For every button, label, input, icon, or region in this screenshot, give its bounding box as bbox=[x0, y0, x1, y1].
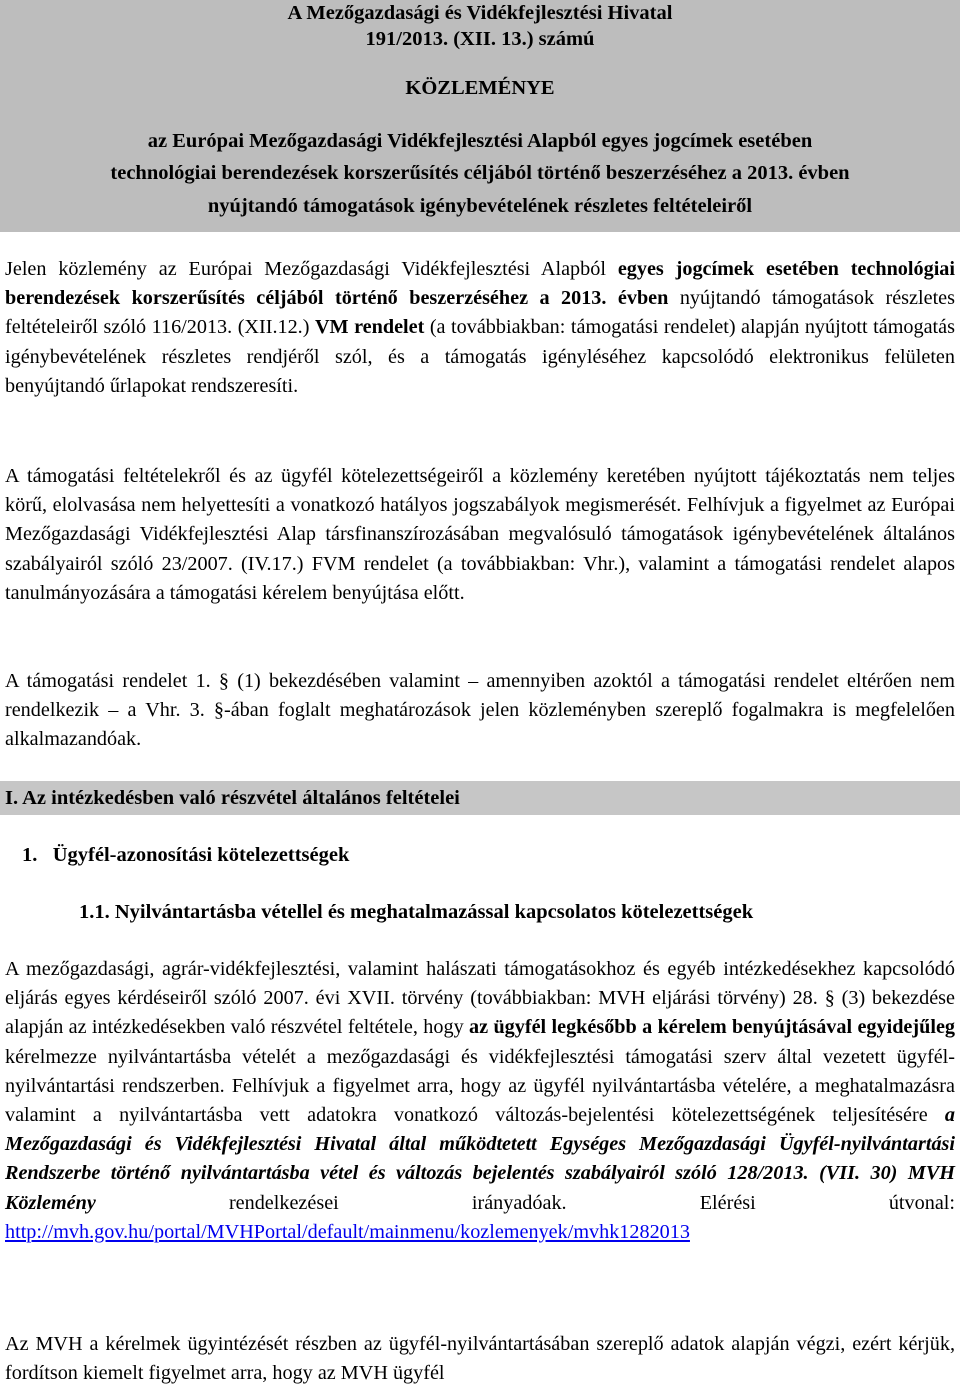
heading-1-1: 1.1. Nyilvántartásba vétellel és meghatalmazással kapcsolatos kötelezettségek bbox=[79, 901, 754, 923]
paragraph-disclaimer: A támogatási feltételekről és az ügyfél kötelezettségeiről a közlemény keretében nyújtott tájékoztatás nem teljes körű, elolvasása nem helyettesíti a vonatkozó hatályos jogszabályok megismerését. Felhívjuk a figyelmet az Európai Mezőgazdasági Vidékfejlesztési Alap társfinanszírozásában megvalósuló támogatások igénybevételének általános szabályairól szóló 23/2007. (IV.17.) FVM rendelet (a továbbiakban: Vhr.), valamint a támogatási rendelet alapos tanulmányozására a támogatási kérelem benyújtása előtt. bbox=[5, 465, 955, 604]
subject-line-2: technológiai berendezések korszerűsítés céljából történő beszerzéséhez a 2013. évben bbox=[110, 162, 850, 184]
paragraph-registration bbox=[5, 955, 955, 1247]
intro-bold-2: VM rendelet bbox=[314, 316, 425, 339]
paragraph-definitions: A támogatási rendelet 1. § (1) bekezdésében valamint – amennyiben azoktól a támogatási rendelet eltérően nem rendelkezik – a Vhr. 3. §-ában foglalt meghatározások jelen közleményben szereplő fogalmakra is megfelelően alkalmazandóak. bbox=[5, 670, 955, 751]
document-header bbox=[0, 0, 960, 232]
mvh-link[interactable]: http://mvh.gov.hu/portal/MVHPortal/default/mainmenu/kozlemenyek/mvhk1282013 bbox=[5, 1220, 690, 1243]
registration-bold-italic: a Mezőgazdasági és Vidékfejlesztési Hivatal által működtetett Egységes Mezőgazdasági Ügyfél-nyilvántartási Rendszerbe történő nyilvántartásba vétel és változás bejelentés szabályairól szóló 128/2013. (VII. 30) MVH Közlemény bbox=[5, 1104, 955, 1214]
issuer-line: A Mezőgazdasági és Vidékfejlesztési Hivatal bbox=[287, 2, 673, 24]
document-type: KÖZLEMÉNYE bbox=[405, 77, 555, 99]
subject-line-1: az Európai Mezőgazdasági Vidékfejlesztési Alapból egyes jogcímek esetében bbox=[147, 130, 813, 152]
intro-paragraph bbox=[5, 255, 955, 401]
intro-bold-1: egyes jogcímek esetében technológiai berendezések korszerűsítés céljából történő beszerzéséhez a 2013. évben bbox=[5, 258, 956, 310]
registration-bold: az ügyfél legkésőbb a kérelem benyújtásával egyidejűleg bbox=[469, 1016, 955, 1039]
paragraph-client-data: Az MVH a kérelmek ügyintézését részben az ügyfél-nyilvántartásában szereplő adatok alapján végzi, ezért kérjük, fordítson kiemelt figyelmet arra, hogy az MVH ügyfél bbox=[5, 1333, 955, 1385]
intro-text-3: (a továbbiakban: támogatási rendelet) alapján nyújtott támogatás igénybevételének részletes rendjéről szól, és a támogatás igényléséhez kapcsolódó elektronikus felületen benyújtandó űrlapokat rendszeresíti. bbox=[5, 316, 955, 397]
section-title: I. Az intézkedésben való részvétel általános feltételei bbox=[5, 787, 460, 809]
registration-text-2: kérelmezze nyilvántartásba vételét a mezőgazdasági és vidékfejlesztési támogatási szerv által vezetett ügyfél-nyilvántartási rendszerben. Felhívjuk a figyelmet arra, hogy az ügyfél nyilvántartásba vételére, a meghatalmazásra valamint a nyilvántartásba vett adatokra vonatkozó változás-bejelentési kötelezettségének teljesítésére bbox=[5, 1045, 955, 1127]
registration-text-1: A mezőgazdasági, agrár-vidékfejlesztési, valamint halászati támogatásokhoz és egyéb intézkedésekhez kapcsolódó eljárás egyes kérdéseiről szóló 2007. évi XVII. törvény (továbbiakban: MVH eljárási törvény) 28. § (3) bekezdése alapján az intézkedésekben való részvétel feltétele, hogy bbox=[5, 958, 955, 1039]
document-number: 191/2013. (XII. 13.) számú bbox=[365, 28, 595, 50]
registration-text-3: rendelkezései irányadóak. Elérési útvonal: bbox=[95, 1191, 955, 1214]
intro-text-2: nyújtandó támogatások részletes feltételeiről szóló 116/2013. (XII.12.) bbox=[5, 287, 955, 339]
heading-1: 1. Ügyfél-azonosítási kötelezettségek bbox=[22, 844, 350, 866]
subject-line-3: nyújtandó támogatások igénybevételének részletes feltételeiről bbox=[207, 195, 753, 217]
intro-text-1: Jelen közlemény az Európai Mezőgazdasági Vidékfejlesztési Alapból bbox=[5, 258, 618, 280]
